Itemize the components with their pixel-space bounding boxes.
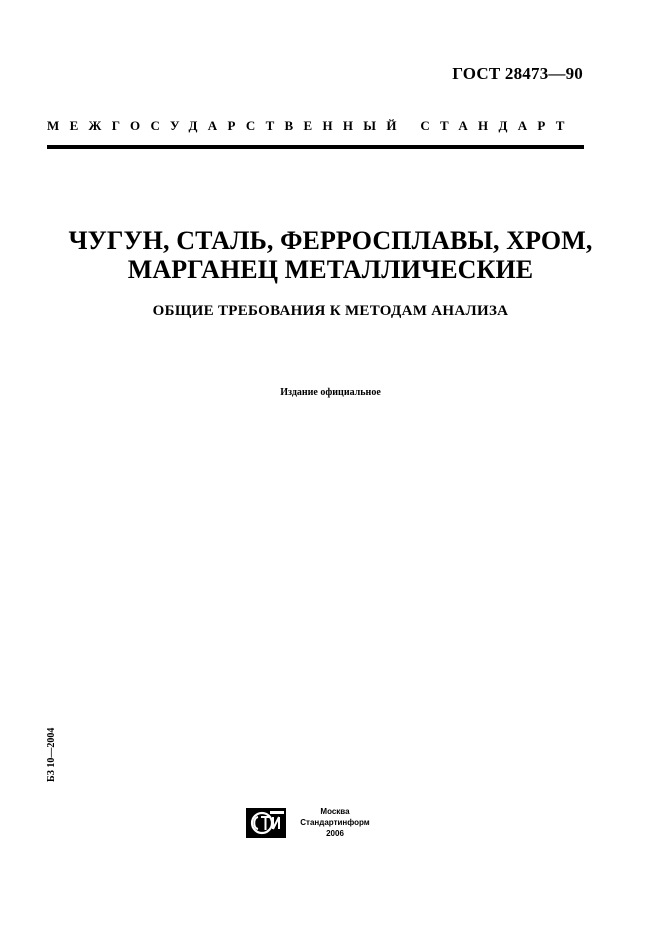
document-title-line-1: ЧУГУН, СТАЛЬ, ФЕРРОСПЛАВЫ, ХРОМ, [68,226,593,255]
publisher-block [294,806,376,839]
registration-note: БЗ 10—2004 [46,727,57,783]
standard-type-label: МЕЖГОСУДАРСТВЕННЫЙ СТАНДАРТ [47,118,575,133]
header-divider [47,145,584,149]
document-title [40,226,621,284]
edition-note: Издание официальное [280,387,381,398]
document-title-line-2: МАРГАНЕЦ МЕТАЛЛИЧЕСКИЕ [127,255,534,284]
gost-number: ГОСТ 28473—90 [452,64,583,83]
publisher-city: Москва [320,807,350,816]
standard-type-heading [47,118,584,134]
document-subtitle: ОБЩИЕ ТРЕБОВАНИЯ К МЕТОДАМ АНАЛИЗА [152,303,509,319]
publication-year: 2006 [326,829,344,838]
publisher-name: Стандартинформ [300,818,370,827]
standartinform-logo-icon [246,808,286,838]
